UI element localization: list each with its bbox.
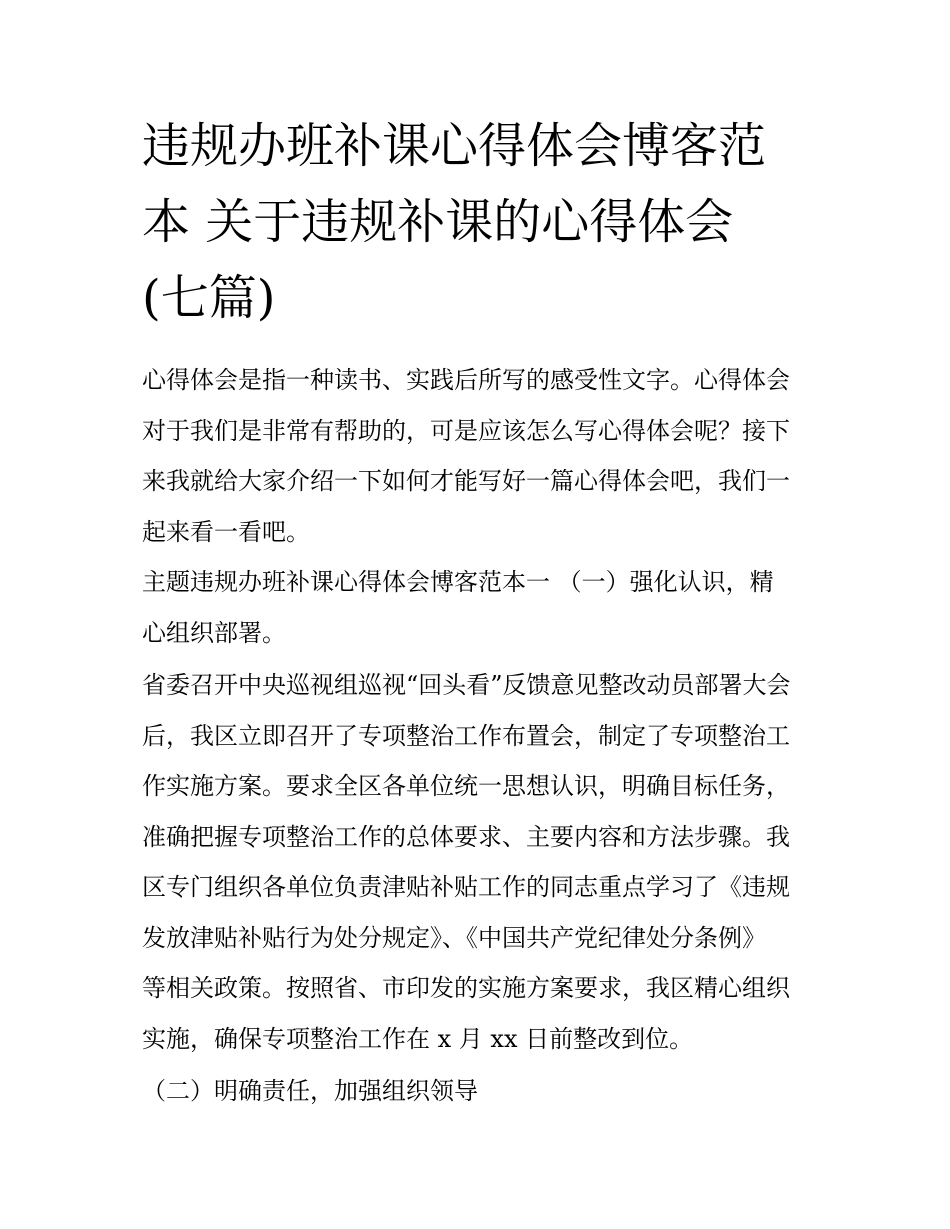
- paragraph-line: 准确把握专项整治工作的总体要求、主要内容和方法步骤。我: [142, 822, 790, 851]
- paragraph-line: 省委召开中央巡视组巡视“回头看”反馈意见整改动员部署大会: [142, 671, 791, 699]
- title-line: (七篇): [142, 270, 276, 326]
- section-heading-line: 主题违规办班补课心得体会博客范本一 （一）强化认识，精: [142, 568, 774, 596]
- subsection-heading: （二）明确责任，加强组织领导: [142, 1077, 478, 1105]
- paragraph-line: 等相关政策。按照省、市印发的实施方案要求，我区精心组织: [142, 974, 790, 1002]
- paragraph-line: 区专门组织各单位负责津贴补贴工作的同志重点学习了《违规: [142, 873, 790, 901]
- title-line: 违规办班补课心得体会博客范: [142, 118, 767, 174]
- document-title: [142, 108, 766, 336]
- section-heading-line: 心组织部署。: [142, 618, 286, 647]
- intro-line: 起来看一看吧。: [142, 517, 310, 546]
- intro-line: 来我就给大家介绍一下如何才能写好一篇心得体会吧，我们一: [142, 467, 790, 495]
- title-line: 本 关于违规补课的心得体会: [142, 194, 734, 250]
- intro-line: 对于我们是非常有帮助的，可是应该怎么写心得体会呢？接下: [142, 416, 790, 445]
- paragraph-line: 发放津贴补贴行为处分规定》、《中国共产党纪律处分条例》: [142, 923, 766, 952]
- intro-line: 心得体会是指一种读书、实践后所写的感受性文字。心得体会: [142, 366, 790, 394]
- paragraph-line: 作实施方案。要求全区各单位统一思想认识，明确目标任务，: [142, 772, 790, 800]
- document-body: [142, 355, 791, 1117]
- paragraph-line: 后，我区立即召开了专项整治工作布置会，制定了专项整治工: [142, 721, 790, 750]
- paragraph-line: 实施，确保专项整治工作在 x 月 xx 日前整改到位。: [142, 1024, 694, 1053]
